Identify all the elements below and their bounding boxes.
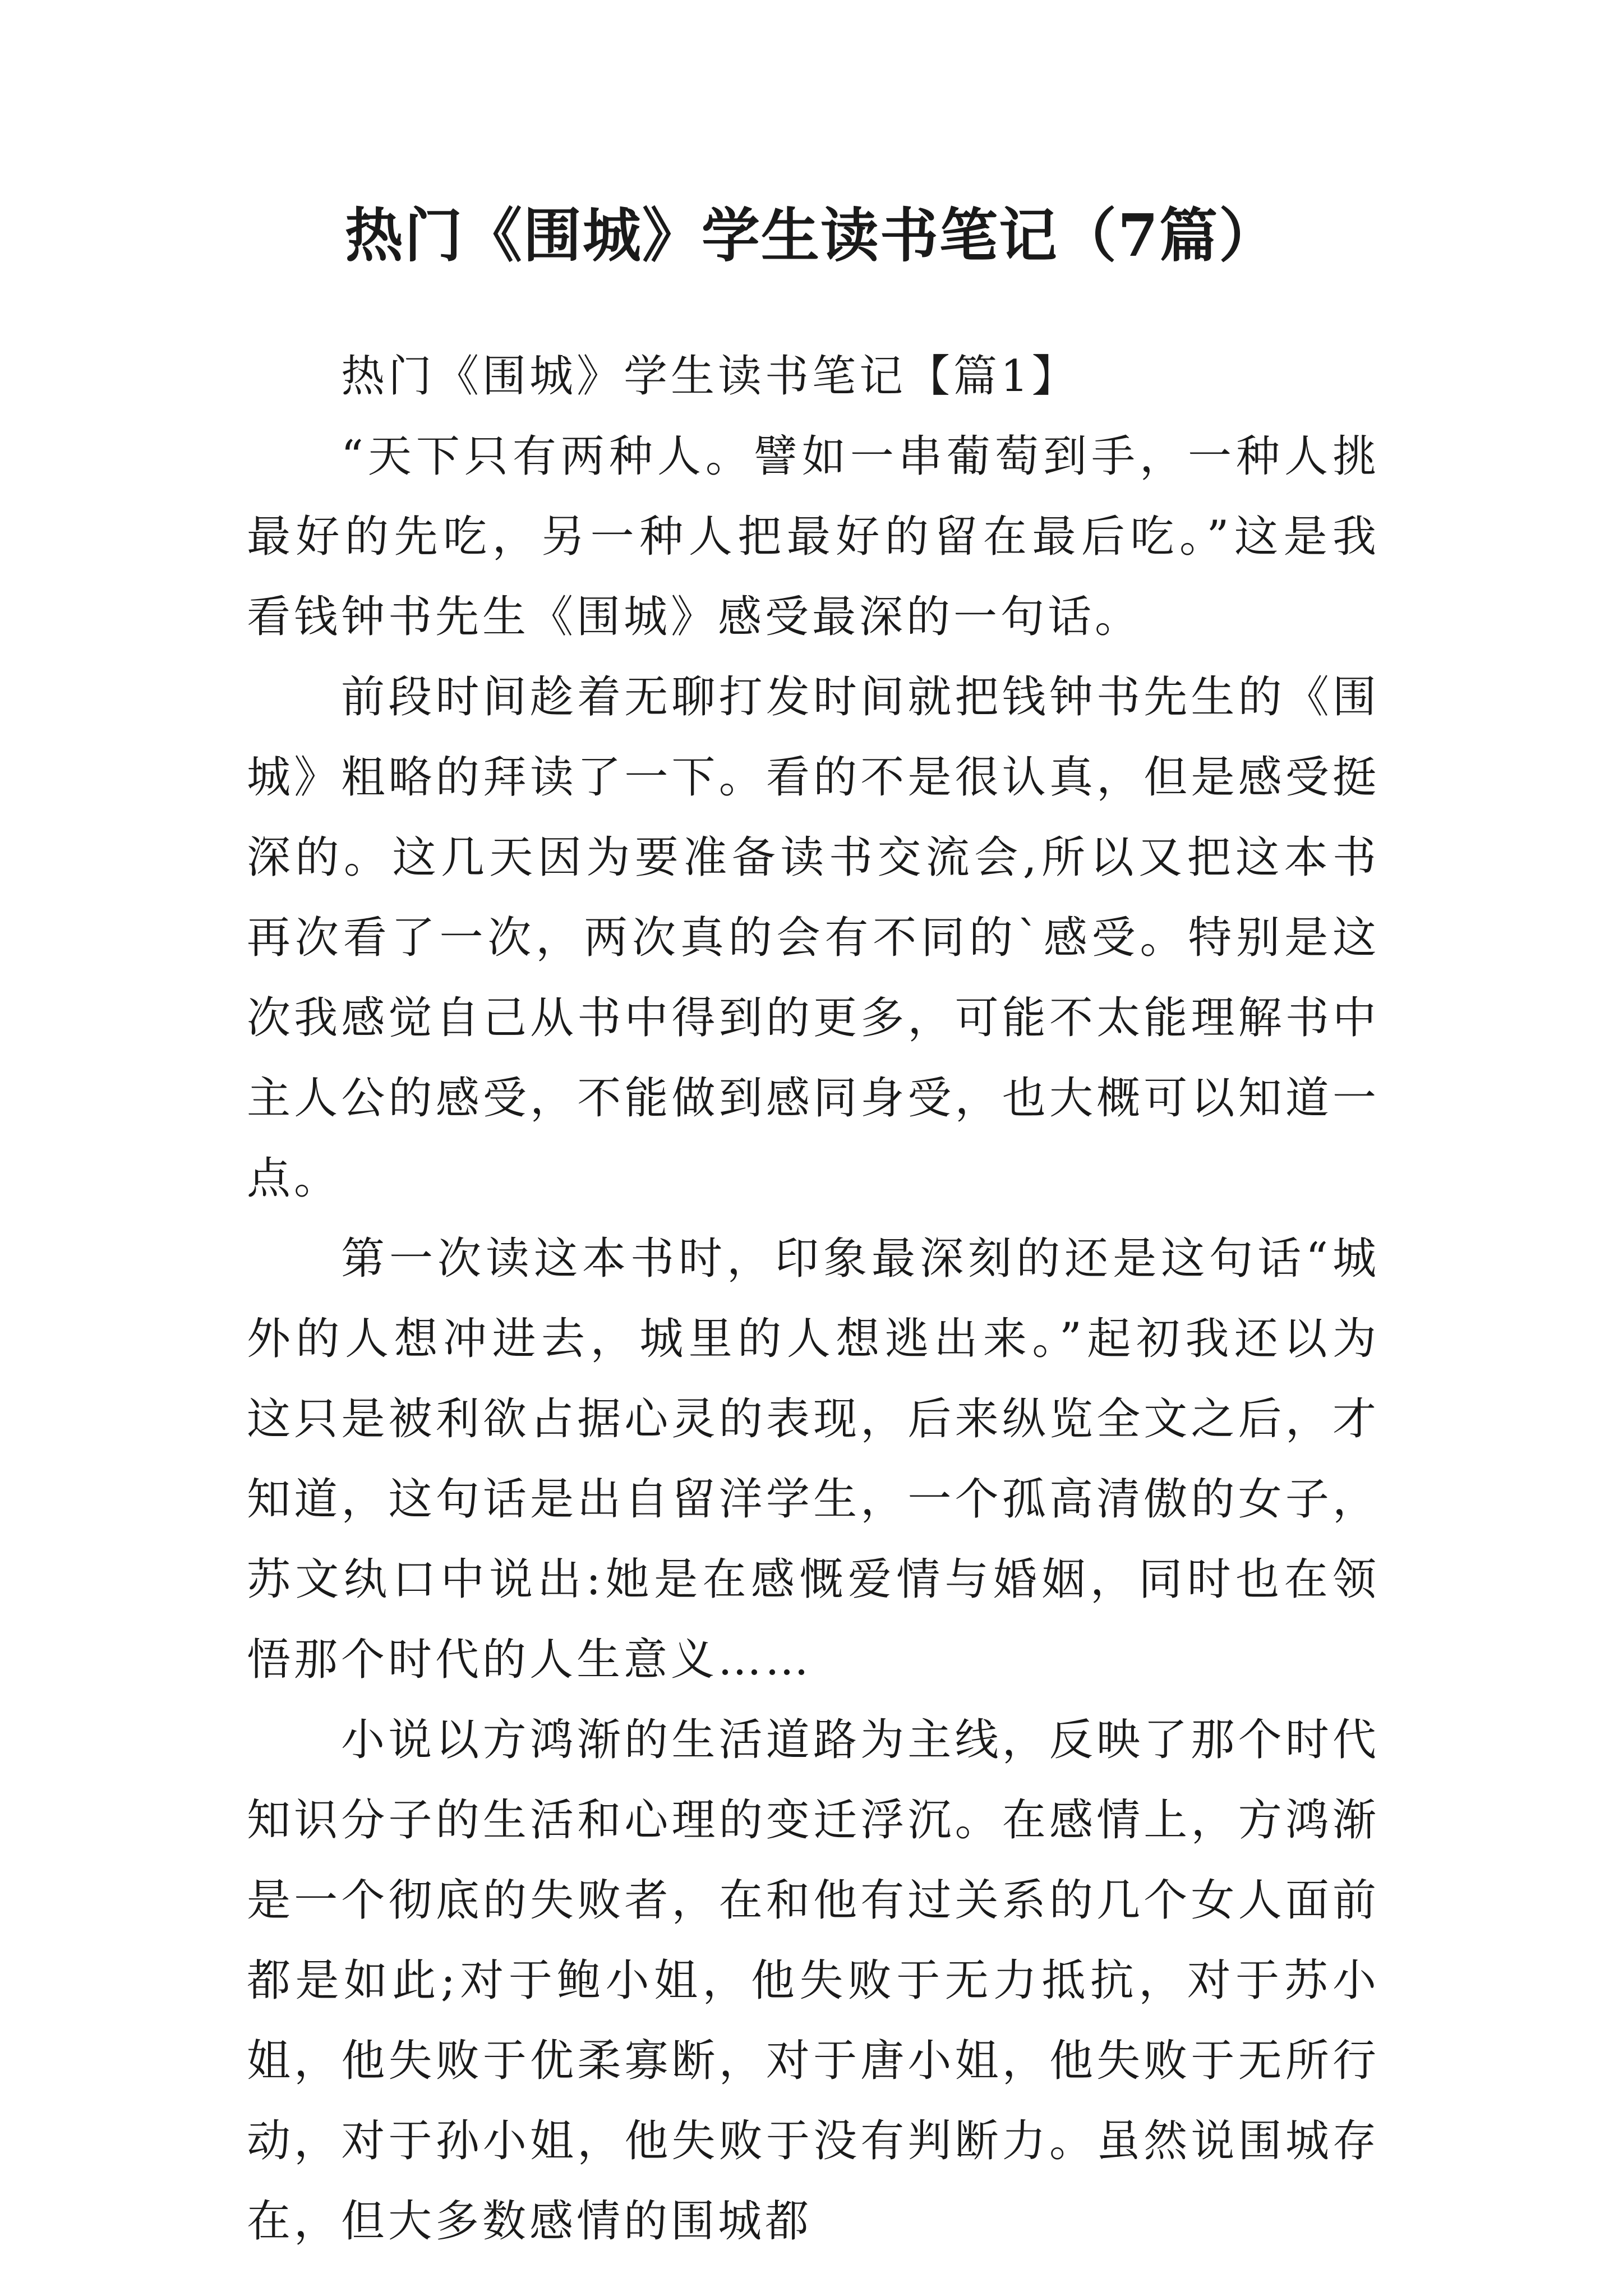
paragraph: 第一次读这本书时，印象最深刻的还是这句话“城外的人想冲进去，城里的人想逃出来。”起初我还以为这只是被利欲占据心灵的表现，后来纵览全文之后，才知道，这句话是出自留洋学生，一个孤高清傲的女子，苏文纨口中说出:她是在感慨爱情与婚姻，同时也在领悟那个时代的人生意义…… [247,1234,1380,1685]
paragraph: 小说以方鸿渐的生活道路为主线，反映了那个时代知识分子的生活和心理的变迁浮沉。在感情上，方鸿渐是一个彻底的失败者，在和他有过关系的几个女人面前都是如此;对于鲍小姐，他失败于无力抵抗，对于苏小姐，他失败于优柔寡断，对于唐小姐，他失败于无所行动，对于孙小姐，他失败于没有判断力。虽然说围城存在，但大多数感情的围城都 [247,1715,1380,2247]
paragraph: “天下只有两种人。譬如一串葡萄到手，一种人挑最好的先吃，另一种人把最好的留在最后吃。”这是我看钱钟书先生《围城》感受最深的一句话。 [247,431,1380,642]
paragraph: 前段时间趁着无聊打发时间就把钱钟书先生的《围城》粗略的拜读了一下。看的不是很认真，但是感受挺深的。这几天因为要准备读书交流会,所以又把这本书再次看了一次，两次真的会有不同的`感受。特别是这次我感觉自己从书中得到的更多，可能不太能理解书中主人公的感受，不能做到感同身受，也大概可以知道一点。 [247,672,1380,1204]
document-title: 热门《围城》学生读书笔记（7篇） [344,201,1279,270]
section-heading: 热门《围城》学生读书笔记【篇1】 [341,351,1079,402]
document-body [247,337,1380,2262]
